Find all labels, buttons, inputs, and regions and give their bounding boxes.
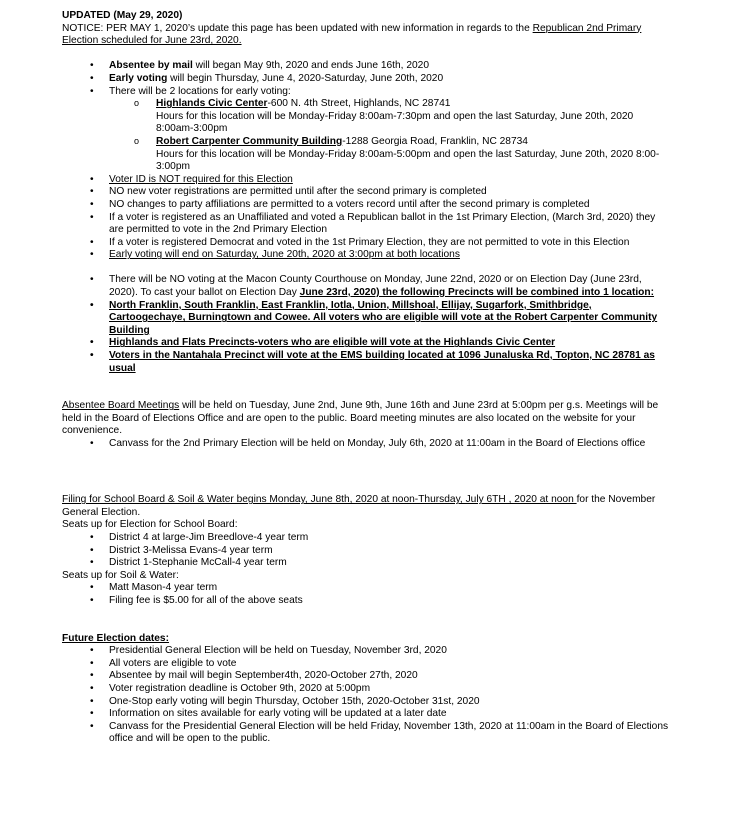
soil-water-list xyxy=(62,582,733,607)
list-item: • All voters are eligible to vote xyxy=(62,658,669,671)
list-item: • NO new voter registrations are permitted until after the second primary is completed xyxy=(62,186,669,199)
list-item: • Information on sites available for early voting will be updated at a later date xyxy=(62,708,669,721)
board-meetings-title: Absentee Board Meetings xyxy=(62,400,180,412)
list-item: • Matt Mason-4 year term xyxy=(62,582,669,595)
seats-school-label: Seats up for Election for School Board: xyxy=(62,519,238,531)
list-item: • If a voter is registered Democrat and voted in the 1st Primary Election, they are not permitted to vote in this Election xyxy=(62,237,669,250)
election-day-list xyxy=(62,274,733,375)
locations-list xyxy=(156,98,669,174)
location-hours: Hours for this location will be Monday-Friday 8:00am-7:30pm and open the last Saturday, June 20th, 2020 8:00am-3:00pm xyxy=(156,110,634,135)
updated-heading: UPDATED (May 29, 2020) xyxy=(62,10,183,21)
list-item: • NO changes to party affiliations are permitted to a voters record until after the second primary is completed xyxy=(62,199,669,212)
list-item: • Voter ID is NOT required for this Election xyxy=(62,174,669,187)
location-item: o Robert Carpenter Community Building-1288 Georgia Road, Franklin, NC 28734 Hours for this location will be Monday-Friday 8:00am-5:00pm and open the last Saturday, June 20th, 2020 8:00-3:00pm xyxy=(109,136,669,174)
filing-title: Filing for School Board & Soil & Water begins Monday, June 8th, 2020 at noon-Thursday, July 6TH , 2020 at noon xyxy=(62,494,577,506)
list-item: • Canvass for the Presidential General Election will be held Friday, November 13th, 2020 at 11:00am in the Board of Elections office and will be open to the public. xyxy=(62,721,669,746)
list-item: • District 3-Melissa Evans-4 year term xyxy=(62,545,669,558)
list-item: • Voter registration deadline is October 9th, 2020 at 5:00pm xyxy=(62,683,669,696)
location-item: o Highlands Civic Center-600 N. 4th Street, Highlands, NC 28741 Hours for this location will be Monday-Friday 8:00am-7:30pm and open the last Saturday, June 20th, 2020 8:00am-3:00pm xyxy=(109,98,669,136)
list-item: • District 4 at large-Jim Breedlove-4 year term xyxy=(62,532,669,545)
location-hours: Hours for this location will be Monday-Friday 8:00am-5:00pm and open the last Saturday, June 20th, 2020 8:00-3:00pm xyxy=(156,148,660,173)
future-dates-list xyxy=(62,645,733,746)
list-item: • Early voting will begin Thursday, June 4, 2020-Saturday, June 20th, 2020 xyxy=(62,73,669,86)
future-dates-title: Future Election dates: xyxy=(62,632,169,644)
board-meetings-paragraph: Absentee Board Meetings will be held on Tuesday, June 2nd, June 9th, June 16th and June 23rd at 5:00pm per g.s. Meetings will be held in the Board of Elections Office and are open to the public. Board meeting minutes are also located on the website for your convenience. xyxy=(62,400,659,437)
list-item: • Highlands and Flats Precincts-voters who are eligible will vote at the Highlands Civic Center xyxy=(62,337,669,350)
list-item: • One-Stop early voting will begin Thursday, October 15th, 2020-October 31st, 2020 xyxy=(62,696,669,709)
list-item: • There will be NO voting at the Macon County Courthouse on Monday, June 22nd, 2020 or on Election Day (June 23rd, 2020). To cast your ballot on Election Day June 23rd, 2020) the following Precincts will be combined into 1 location: xyxy=(62,274,669,299)
list-item: • District 1-Stephanie McCall-4 year term xyxy=(62,557,669,570)
list-item: • Early voting will end on Saturday, June 20th, 2020 at 3:00pm at both locations xyxy=(62,249,669,262)
notice-link-text: Republican 2nd Primary Election scheduled for June 23rd, 2020. xyxy=(62,22,642,47)
list-item: • Filing fee is $5.00 for all of the above seats xyxy=(62,595,669,608)
list-item: • Presidential General Election will be held on Tuesday, November 3rd, 2020 xyxy=(62,645,669,658)
notice-text: NOTICE: PER MAY 1, 2020’s update this page has been updated with new information in regards to the xyxy=(62,22,533,34)
notice-paragraph xyxy=(62,23,667,48)
canvass-list xyxy=(62,438,733,451)
list-item: • Canvass for the 2nd Primary Election will be held on Monday, July 6th, 2020 at 11:00am in the Board of Elections office xyxy=(62,438,669,451)
list-item: • North Franklin, South Franklin, East Franklin, Iotla, Union, Millshoal, Ellijay, Sugarfork, Smithbridge, Cartoogechaye, Burningtown and Cowee. All voters who are eligible will vote at the Robert Carpenter Community Building xyxy=(62,300,669,338)
list-item: • There will be 2 locations for early voting: o Highlands Civic Center-600 N. 4th Street, Highlands, NC 28741 Hours for this location will be Monday-Friday 8:00am-7:30pm and open the last Saturday, June 20th, 2020 8:00am-3:00pm o Robert Carpenter Community Building-1288 Georgia Road, Franklin, NC 28734 Hours for this location will be Monday-Friday 8:00am-5:00pm and open the last Saturday, June 20th, 2020 8:00-3:00pm xyxy=(62,86,669,174)
early-voting-list xyxy=(62,60,733,262)
list-item: • If a voter is registered as an Unaffiliated and voted a Republican ballot in the 1st Primary Election, (March 3rd, 2020) they are permitted to vote in the 2nd Primary Election xyxy=(62,212,669,237)
list-item: • Absentee by mail will began May 9th, 2020 and ends June 16th, 2020 xyxy=(62,60,669,73)
seats-soil-label: Seats up for Soil & Water: xyxy=(62,569,179,581)
filing-paragraph: Filing for School Board & Soil & Water begins Monday, June 8th, 2020 at noon-Thursday, July 6TH , 2020 at noon for the November General Election. xyxy=(62,494,656,518)
list-item: • Absentee by mail will begin September4th, 2020-October 27th, 2020 xyxy=(62,670,669,683)
list-item: • Voters in the Nantahala Precinct will vote at the EMS building located at 1096 Junaluska Rd, Topton, NC 28781 as usual xyxy=(62,350,669,375)
school-board-list xyxy=(62,532,733,570)
